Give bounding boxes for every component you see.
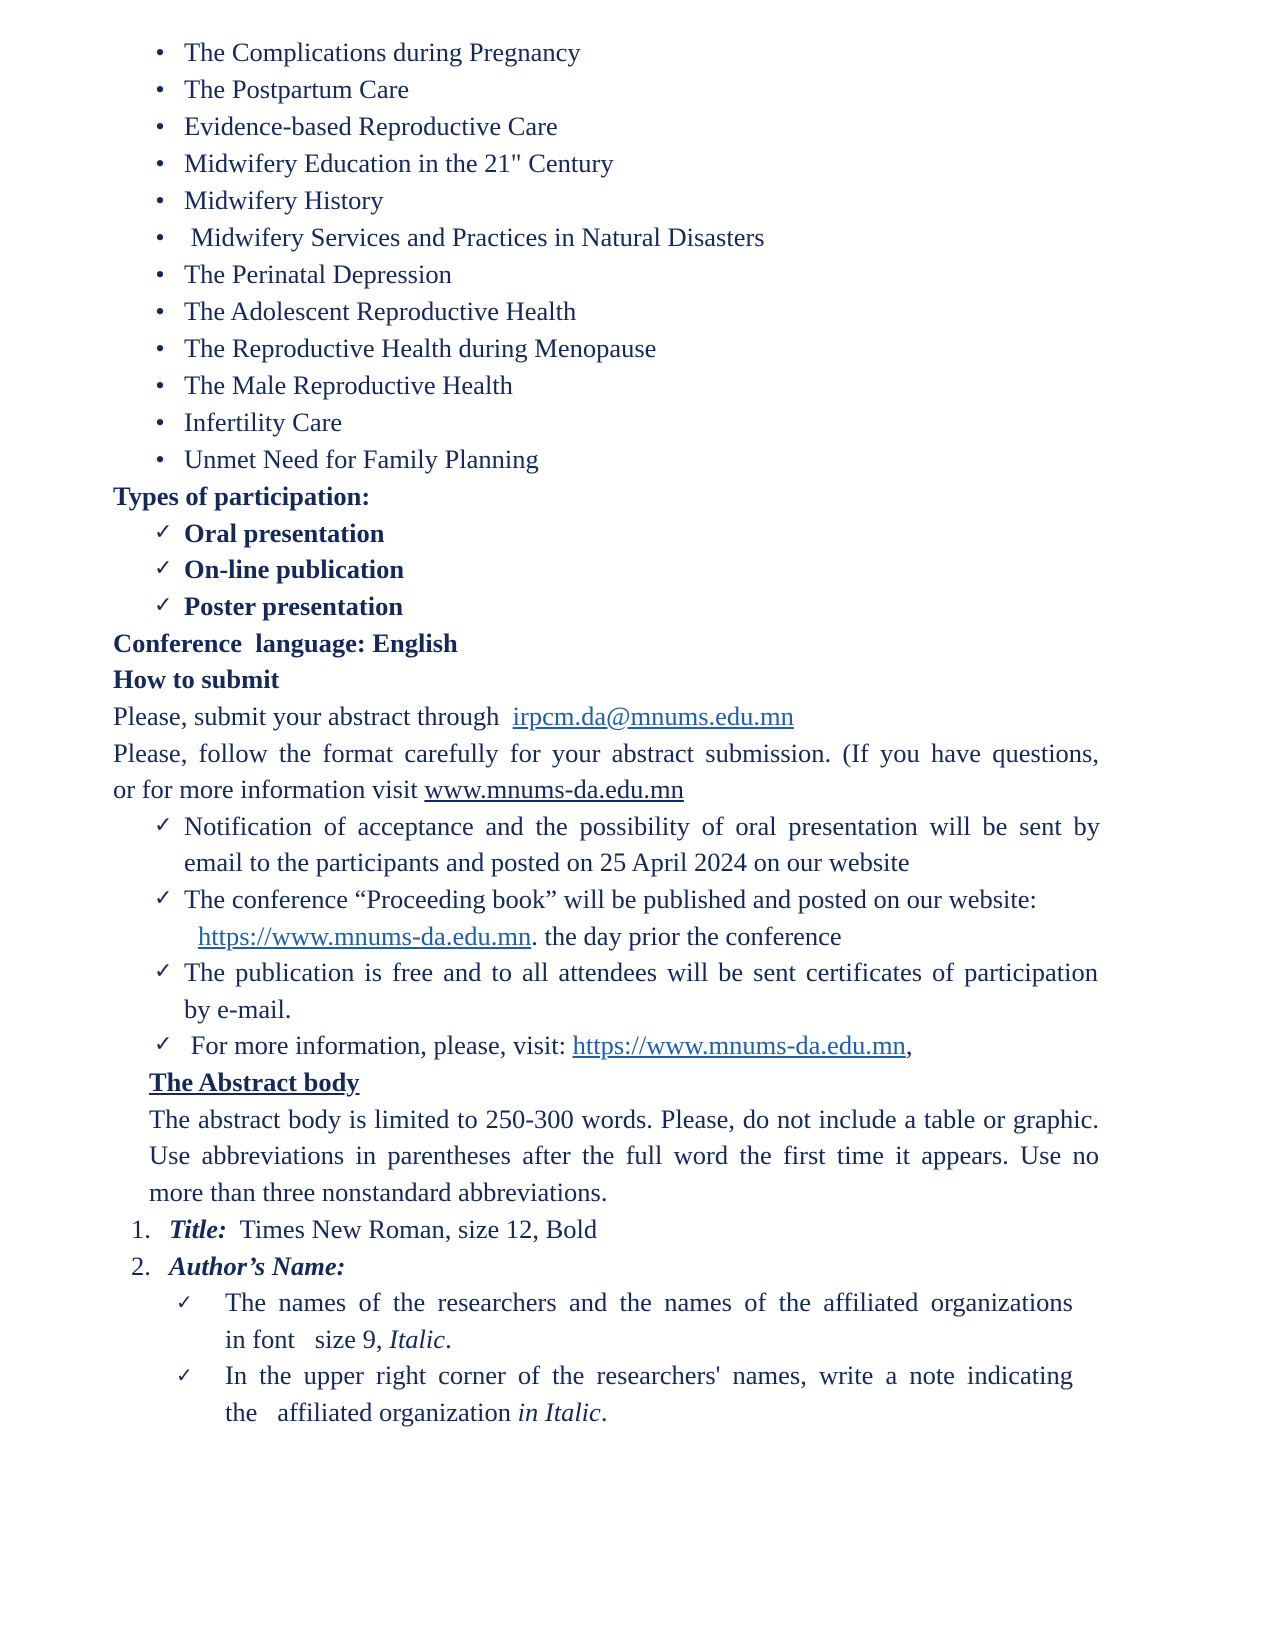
note-text: by e-mail.	[184, 994, 292, 1024]
check-icon: ✓	[154, 959, 173, 984]
check-icon: ✓	[176, 1290, 193, 1314]
note-text: For more information, please, visit: https://www.mnums-da.edu.mn,	[184, 1030, 913, 1060]
participation-heading: Types of participation:	[113, 481, 371, 511]
author-note-text: In the upper right corner of the researchers' names, write a note indicating	[225, 1360, 1073, 1390]
bullet-icon: •	[155, 74, 165, 104]
check-icon: ✓	[154, 520, 173, 545]
bullet-icon: •	[155, 333, 165, 363]
bullet-icon: •	[155, 222, 165, 252]
bullet-icon: •	[155, 259, 165, 289]
bullet-icon: •	[155, 111, 165, 141]
more-info-line: or for more information visit www.mnums-da.edu.mn	[113, 774, 684, 804]
how-to-submit-heading: How to submit	[113, 664, 280, 694]
note-text: Notification of acceptance and the possibility of oral presentation will be sent by	[184, 811, 1100, 841]
note-text: The publication is free and to all attendees will be sent certificates of participation	[184, 957, 1098, 987]
check-icon: ✓	[154, 556, 173, 581]
more-info-link[interactable]: https://www.mnums-da.edu.mn	[572, 1030, 906, 1060]
bullet-icon: •	[155, 407, 165, 437]
format-note-line: Please, follow the format carefully for your abstract submission. (If you have questions,	[113, 738, 1099, 768]
check-icon: ✓	[154, 1032, 173, 1057]
author-note-text: The names of the researchers and the names of the affiliated organizations	[225, 1287, 1073, 1317]
bullet-icon: •	[155, 296, 165, 326]
check-icon: ✓	[154, 813, 173, 838]
website-link[interactable]: www.mnums-da.edu.mn	[424, 774, 684, 804]
author-note-text: in font size 9, Italic.	[225, 1324, 452, 1354]
submit-line: Please, submit your abstract through irpcm.da@mnums.edu.mn	[113, 701, 794, 731]
note-text: https://www.mnums-da.edu.mn. the day prior the conference	[198, 921, 842, 951]
proceeding-book-link[interactable]: https://www.mnums-da.edu.mn	[198, 921, 532, 951]
bullet-icon: •	[155, 370, 165, 400]
bullet-icon: •	[155, 148, 165, 178]
check-icon: ✓	[154, 886, 173, 911]
note-text: email to the participants and posted on 25 April 2024 on our website	[184, 847, 910, 877]
check-icon: ✓	[154, 593, 173, 618]
abstract-body-heading: The Abstract body	[149, 1067, 360, 1097]
abstract-body-text: The abstract body is limited to 250-300 words. Please, do not include a table or graphic.	[149, 1104, 1099, 1134]
note-text: The conference “Proceeding book” will be published and posted on our website:	[184, 884, 1037, 914]
bullet-icon: •	[155, 185, 165, 215]
check-icon: ✓	[176, 1363, 193, 1387]
document-page: • The Complications during Pregnancy • The Postpartum Care • Evidence-based Reproductive Care • Midwifery Education in the 21" Century • Midwifery History • Midwifery Services and Practices in Natural Disasters • The Perinatal Depression • The Adolescent Reproductive Health • The Reproductive Health during Menopause • The Male Reproductive Health • Infertility Care • Unmet Need for Family Planning Types of participation: ✓ Oral presentation ✓ On-line publication ✓ Poster presentation Conference language: English How to submit Please, submit your abstract through irpcm.da@mnums.edu.mn Please, follow the format carefully for your abstract submission. (If you have questions, or for more information visit www.mnums-da.edu.mn ✓ Notification of acceptance and the possibility of oral presentation will be sent by email to the participants and posted on 25 April 2024 on our website ✓ The conference “Proceeding book” will be published and posted on our website: https://www.mnums-da.edu.mn. the day prior the conference ✓ The publication is free and to all attendees will be sent certificates of participation by e-mail. ✓ For more information, please, visit: https://www.mnums-da.edu.mn, The Abstract body The abstract body is limited to 250-300 words. Please, do not include a table or graphic. Use abbreviations in parentheses after the full word the first time it appears. Use no more than three nonstandard abbreviations. 1. Title: Times New Roman, size 12, Bold 2. Author’s Name: ✓ The names of the researchers and the names of the affiliated organizations in font size 9, Italic. ✓ In the upper right corner of the researchers' names, write a note indicating the affiliated organization in Italic.	[113, 37, 1100, 1427]
conference-language: Conference language: English	[113, 628, 458, 658]
abstract-body-text: more than three nonstandard abbreviations.	[149, 1177, 608, 1207]
submit-email-link[interactable]: irpcm.da@mnums.edu.mn	[512, 701, 794, 731]
bullet-icon: •	[155, 37, 165, 67]
bullet-icon: •	[155, 444, 165, 474]
abstract-body-text: Use abbreviations in parentheses after the full word the first time it appears. Use no	[149, 1140, 1099, 1170]
author-note-text: the affiliated organization in Italic.	[225, 1397, 608, 1427]
